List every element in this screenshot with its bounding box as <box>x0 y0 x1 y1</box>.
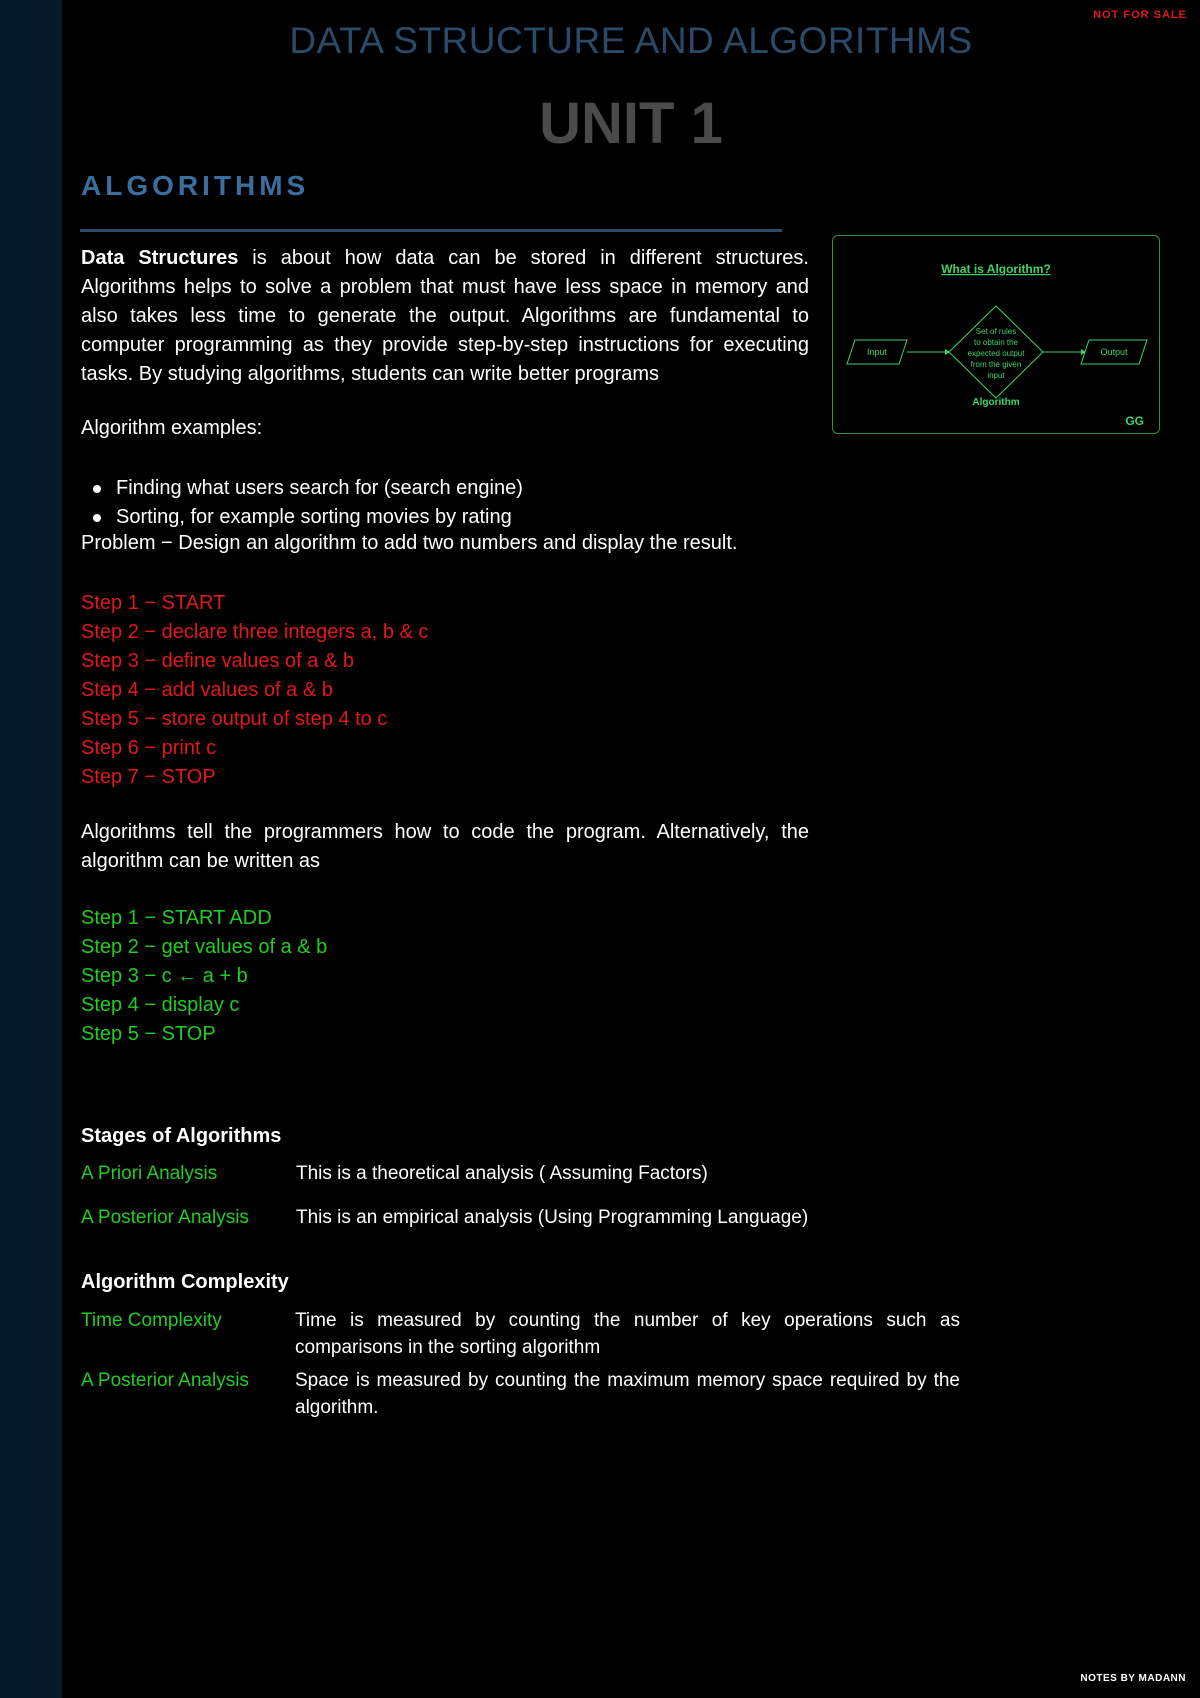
step-item: Step 6 − print c <box>81 737 217 759</box>
list-item: Finding what users search for (search engine) <box>81 474 523 503</box>
stage-term: A Posterior Analysis <box>81 1207 249 1228</box>
intro-text: is about how data can be stored in different structures. Algorithms helps to solve a problem that must have less space in memory and also takes less time to generate the output. Algorithms are fundamental to computer programming as they provide step-by-step instructions for executing tasks. By studying algorithms, students can write better programs <box>81 247 809 385</box>
algorithm-steps-green <box>81 904 327 1049</box>
stage-term: A Priori Analysis <box>81 1163 218 1184</box>
intro-bold-term: Data Structures <box>81 247 239 269</box>
problem-statement: Problem − Design an algorithm to add two numbers and display the result. <box>81 532 738 554</box>
complexity-term: A Posterior Analysis <box>81 1370 249 1391</box>
complexity-heading: Algorithm Complexity <box>81 1271 289 1293</box>
stage-desc: This is a theoretical analysis ( Assuming Factors) <box>296 1163 708 1184</box>
complexity-desc: Space is measured by counting the maximum memory space required by the algorithm. <box>295 1370 960 1418</box>
algorithm-steps-red <box>81 589 428 792</box>
diagram-rules-line: Set of rules <box>975 327 1017 336</box>
document-title: DATA STRUCTURE AND ALGORITHMS <box>289 20 973 61</box>
step-item: Step 5 − store output of step 4 to c <box>81 708 388 730</box>
section-divider <box>80 229 782 232</box>
unit-heading: UNIT 1 <box>539 91 723 156</box>
step-item: Step 5 − STOP <box>81 1023 216 1045</box>
geeksforgeeks-logo-icon: GG <box>1125 414 1144 428</box>
step-item: Step 7 − STOP <box>81 766 216 788</box>
step-item: Step 4 − display c <box>81 994 240 1016</box>
diagram-caption: Algorithm <box>972 397 1020 408</box>
diagram-rules-line: from the given <box>970 360 1022 369</box>
diagram-title: What is Algorithm? <box>941 262 1051 276</box>
examples-label: Algorithm examples: <box>81 417 263 439</box>
step-item: Step 4 − add values of a & b <box>81 679 333 701</box>
intro-paragraph <box>81 244 809 389</box>
step-item: Step 1 − START <box>81 592 226 614</box>
left-sidebar-band <box>0 0 62 1698</box>
diagram-rules-line: input <box>987 371 1005 380</box>
section-title: ALGORITHMS <box>81 170 310 201</box>
alternative-paragraph: Algorithms tell the programmers how to code the program. Alternatively, the algorithm can be written as <box>81 821 809 872</box>
step-item: Step 2 − declare three integers a, b & c <box>81 621 429 643</box>
step-item: Step 1 − START ADD <box>81 907 272 929</box>
examples-list <box>81 474 523 532</box>
diagram-rules-line: to obtain the <box>973 338 1019 347</box>
diagram-input-label: Input <box>866 347 888 357</box>
not-for-sale-label: NOT FOR SALE <box>1093 9 1187 21</box>
list-item: Sorting, for example sorting movies by rating <box>81 503 523 532</box>
complexity-desc: Time is measured by counting the number of key operations such as comparisons in the sorting algorithm <box>295 1310 960 1358</box>
step-item: Step 3 − define values of a & b <box>81 650 354 672</box>
diagram-output-label: Output <box>1100 347 1128 357</box>
step-item: Step 2 − get values of a & b <box>81 936 328 958</box>
footer-credit: NOTES BY MADANN <box>1080 1673 1186 1684</box>
stage-desc: This is an empirical analysis (Using Programming Language) <box>296 1207 809 1228</box>
step-item: Step 3 − c ← a + b <box>81 965 248 987</box>
stages-heading: Stages of Algorithms <box>81 1125 282 1147</box>
complexity-term: Time Complexity <box>81 1310 222 1331</box>
diagram-rules-line: expected output <box>967 349 1025 358</box>
algorithm-diagram <box>832 235 1160 434</box>
